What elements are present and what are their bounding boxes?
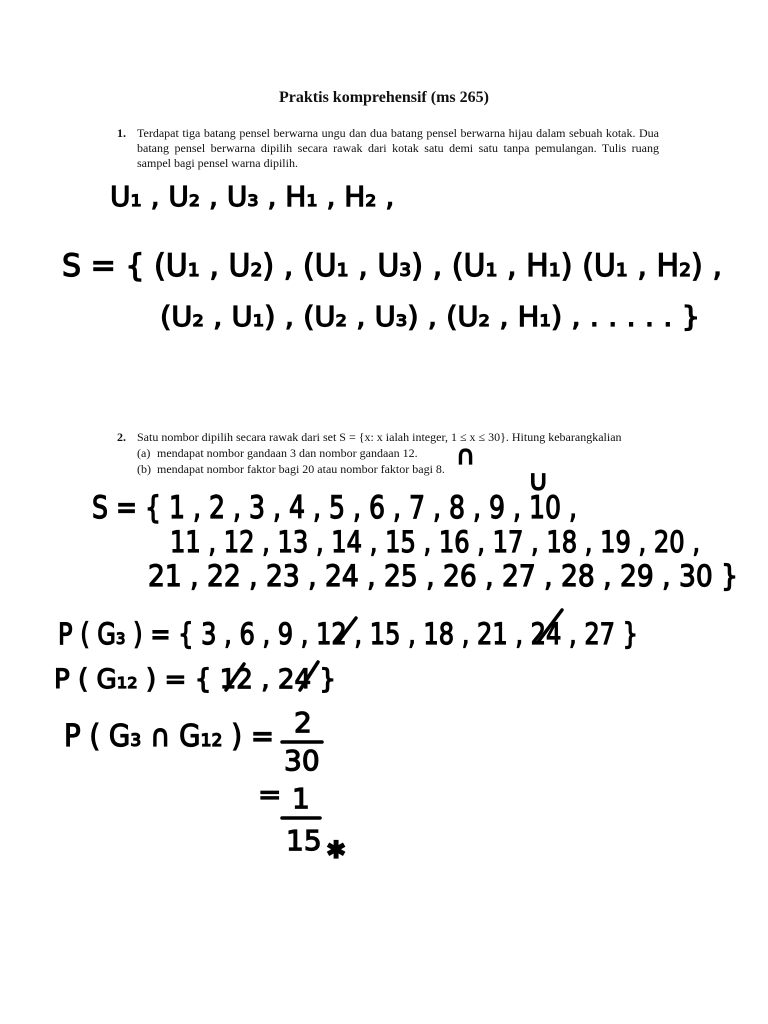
question-2-number: 2. [117,430,126,444]
hw-q1-sample-line2: (U₂ , U₁) , (U₂ , U₃) , (U₂ , H₁) , . . . . . } [160,300,700,333]
hw-p-intersect-lhs: P ( G₃ ∩ G₁₂ ) = [64,719,274,754]
hw-set-line2: 11 , 12 , 13 , 14 , 15 , 16 , 17 , 18 , 19 , 20 , [170,525,700,559]
question-1-text: Terdapat tiga batang pensel berwarna ungu dan dua batang pensel berwarna hijau dalam sebuah kotak. Dua batang pensel berwarna dipilih secara rawak dari kotak satu demi satu tanpa pemulangan. Tulis ruang sampel bagi pensel warna dipilih. [137,126,659,170]
hw-set-line3: 21 , 22 , 23 , 24 , 25 , 26 , 27 , 28 , 29 , 30 } [148,559,738,593]
page-title: Praktis komprehensif (ms 265) [279,89,489,106]
hw-cup-symbol: ∪ [528,464,549,497]
hw-frac1-den: 30 [284,744,320,777]
option-b-label: (b) [137,462,151,476]
hw-q1-sample-line1: S = { (U₁ , U₂) , (U₁ , U₃) , (U₁ , H₁) (U₁ , H₂) , [62,248,722,284]
hw-frac1-num: 2 [294,706,312,739]
hw-g3-line: P ( G₃ ) = { 3 , 6 , 9 , 12 , 15 , 18 , 21 , 24 , 27 } [58,617,638,651]
hw-equals: = [258,778,282,811]
option-a-text: mendapat nombor gandaan 3 dan nombor gandaan 12. [157,446,418,460]
hw-frac2-den: 15 [286,824,322,857]
hw-cap-symbol: ∩ [456,441,476,471]
hw-frac2-num: 1 [292,782,310,815]
hw-g12-line: P ( G₁₂ ) = { 12 , 24 } [54,664,336,695]
question-2-stem: Satu nombor dipilih secara rawak dari set S = {x: x ialah integer, 1 ≤ x ≤ 30}. Hitung kebarangkalian [137,430,622,444]
option-a-label: (a) [137,446,151,460]
hw-set-line1: S = { 1 , 2 , 3 , 4 , 5 , 6 , 7 , 8 , 9 , 10 , [92,490,577,526]
question-1-number: 1. [117,126,126,140]
hw-answer-mark: ✱ [326,836,347,864]
hw-q1-items: U₁ , U₂ , U₃ , H₁ , H₂ , [110,180,395,213]
option-b-text: mendapat nombor faktor bagi 20 atau nombor faktor bagi 8. [157,462,445,476]
